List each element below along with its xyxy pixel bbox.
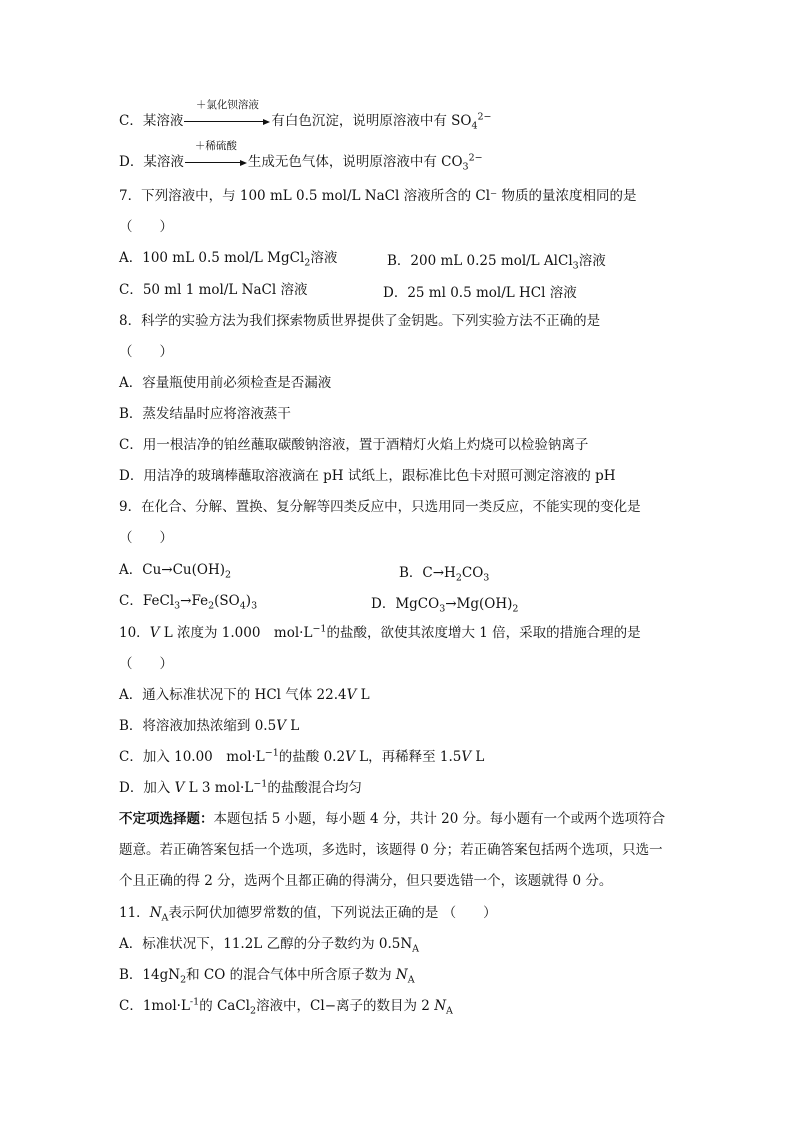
option-6d [119,140,483,173]
option-7c: C．50 ml 1 mol/L NaCl 溶液 [119,282,308,298]
option-10c-mid2: L，再稀释至 1.5 [354,749,462,765]
answer-paren-8: （ ） [119,344,173,360]
option-10a-tail: L [356,687,370,703]
question-10-text-2: 的盐酸，欲使其浓度增大 1 倍，采取的措施合理的是 [326,625,641,641]
option-10d-tail: 的盐酸混合均匀 [267,780,362,796]
option-10b-text: B．将溶液加热浓缩到 0.5 [119,718,277,734]
section-text: 本题包括 5 小题，每小题 4 分，共计 20 分。每小题有一个或两个选项符合 [213,811,666,827]
option-10c-text: C．加入 10.00 mol·L [119,749,265,765]
option-10b-tail: L [285,718,300,734]
variable-n: N [400,936,413,952]
question-10 [119,624,641,642]
subscript: 2 [512,603,519,615]
option-9c-tail: ) [245,593,252,609]
option-11c-mid: 的 CaCl [199,998,251,1014]
answer-paren-10: （ ） [119,656,173,672]
variable-v: V [276,718,286,734]
option-6c-text: 有白色沉淀，说明原溶液中有 SO [271,113,472,129]
option-10a [119,686,370,704]
subscript: 3 [174,600,181,612]
option-6d-text: 生成无色气体，说明原溶液中有 CO [247,154,463,170]
section-text-line-3: 个且正确的得 2 分，选两个且都正确的得满分，但只要选错一个，该题就得 0 分。 [119,873,613,889]
variable-n: N [434,998,447,1014]
option-10b [119,717,299,735]
subscript: A [161,912,169,924]
option-7d: D．25 ml 0.5 mol/L HCl 溶液 [383,285,577,301]
option-9b-mid: CO [461,565,484,581]
answer-paren-7: （ ） [119,219,173,235]
option-6c-prefix: C．某溶液 [119,113,184,129]
subscript: 4 [471,120,478,132]
variable-v: V [345,749,355,765]
subscript: 2 [180,974,187,986]
superscript: 2− [468,152,483,164]
option-8a: A．容量瓶使用前必须检查是否漏液 [119,375,332,391]
variable-v: V [346,687,357,703]
superscript: -1 [189,996,200,1008]
option-10a-text: A．通入标准状况下的 HCl 气体 22.4 [119,687,347,703]
reaction-arrow [184,99,270,125]
variable-n: N [395,967,408,983]
answer-paren-9: （ ） [119,530,173,546]
option-10c-tail: L [471,749,485,765]
option-10c-mid: 的盐酸 0.2 [278,749,346,765]
subscript: 3 [572,260,579,272]
option-9c-mid: →Fe [180,593,209,609]
option-9c-text: C．FeCl [119,593,175,609]
subscript: 2 [455,572,462,584]
question-11-number: 11． [119,905,150,921]
option-11b [119,966,415,984]
option-9a [119,561,231,579]
option-10d-text: D．加入 [119,780,175,796]
subscript: 2 [304,257,311,269]
subscript: A [407,974,415,986]
variable-v: V [461,749,472,765]
option-8c: C．用一根洁净的铂丝蘸取碳酸钠溶液，置于酒精灯火焰上灼烧可以检验钠离子 [119,437,589,453]
option-11c-text: C．1mol·L [119,998,190,1014]
option-11c-mid2: 溶液中，Cl−离子的数目为 2 [256,998,435,1014]
option-9c-mid2: (SO [214,593,240,609]
variable-v: V [149,625,160,641]
subscript: A [412,943,420,955]
option-7b-text: B．200 mL 0.25 mol/L AlCl [387,253,573,269]
option-10c [119,748,484,766]
option-9a-text: A．Cu→Cu(OH) [119,562,225,578]
subscript: 2 [208,600,215,612]
superscript: −1 [253,778,268,790]
option-6d-prefix: D．某溶液 [119,154,184,170]
option-8d: D．用洁净的玻璃棒蘸取溶液滴在 pH 试纸上，跟标准比色卡对照可测定溶液的 pH [119,468,616,484]
section-header [119,810,665,828]
superscript: −1 [312,623,327,635]
subscript: 3 [251,600,258,612]
option-7b-tail: 溶液 [578,253,606,269]
arrow-condition: ＋氯化钡溶液 [195,99,259,111]
option-7a-text: A．100 mL 0.5 mol/L MgCl [119,250,305,266]
subscript: 3 [462,161,469,173]
subscript: 3 [483,572,490,584]
question-7: 7．下列溶液中，与 100 mL 0.5 mol/L NaCl 溶液所含的 Cl⁻ 物质的量浓度相同的是 [119,188,637,204]
section-text-line-2: 题意。若正确答案包括一个选项，多选时，该题得 0 分；若正确答案包括两个选项，只选一 [119,842,663,858]
question-11-text: 表示阿伏加德罗常数的值，下列说法正确的是 （ ） [168,905,497,921]
option-9b-text: B．C→H [399,565,456,581]
option-7a [119,249,337,267]
reaction-arrow [185,140,247,166]
arrow-condition: ＋稀硫酸 [194,140,237,152]
question-11 [119,904,497,922]
subscript: 4 [239,600,246,612]
subscript: 2 [250,1005,257,1017]
superscript: −1 [264,747,279,759]
option-10d [119,779,362,797]
option-11a-text: A．标准状况下，11.2L 乙醇的分子数约为 0.5 [119,936,401,952]
option-6c [119,99,492,132]
option-11b-mid: 和 CO 的混合气体中所含原子数为 [186,967,396,983]
option-9d [371,592,519,615]
question-8: 8．科学的实验方法为我们探索物质世界提供了金钥匙。下列实验方法不正确的是 [119,313,601,329]
question-10-text: L 浓度为 1.000 mol·L [159,625,313,641]
subscript: A [446,1005,453,1017]
option-7b [387,249,606,272]
superscript: 2− [477,111,492,123]
option-11b-text: B．14gN [119,967,181,983]
option-10d-mid: L 3 mol·L [184,780,254,796]
question-10-number: 10． [119,625,150,641]
option-9d-mid: →Mg(OH) [445,596,513,612]
option-9d-text: D．MgCO [371,596,440,612]
option-9c [119,592,257,610]
subscript: 3 [439,603,446,615]
variable-v: V [174,780,185,796]
option-7a-tail: 溶液 [310,250,338,266]
subscript: 2 [224,569,232,581]
variable-n: N [149,905,162,921]
section-title: 不定项选择题： [119,811,214,827]
option-11c [119,997,453,1015]
option-9b [399,561,490,584]
question-9: 9．在化合、分解、置换、复分解等四类反应中，只选用同一类反应，不能实现的变化是 [119,499,641,515]
option-11a [119,935,419,953]
option-8b: B．蒸发结晶时应将溶液蒸干 [119,406,291,422]
